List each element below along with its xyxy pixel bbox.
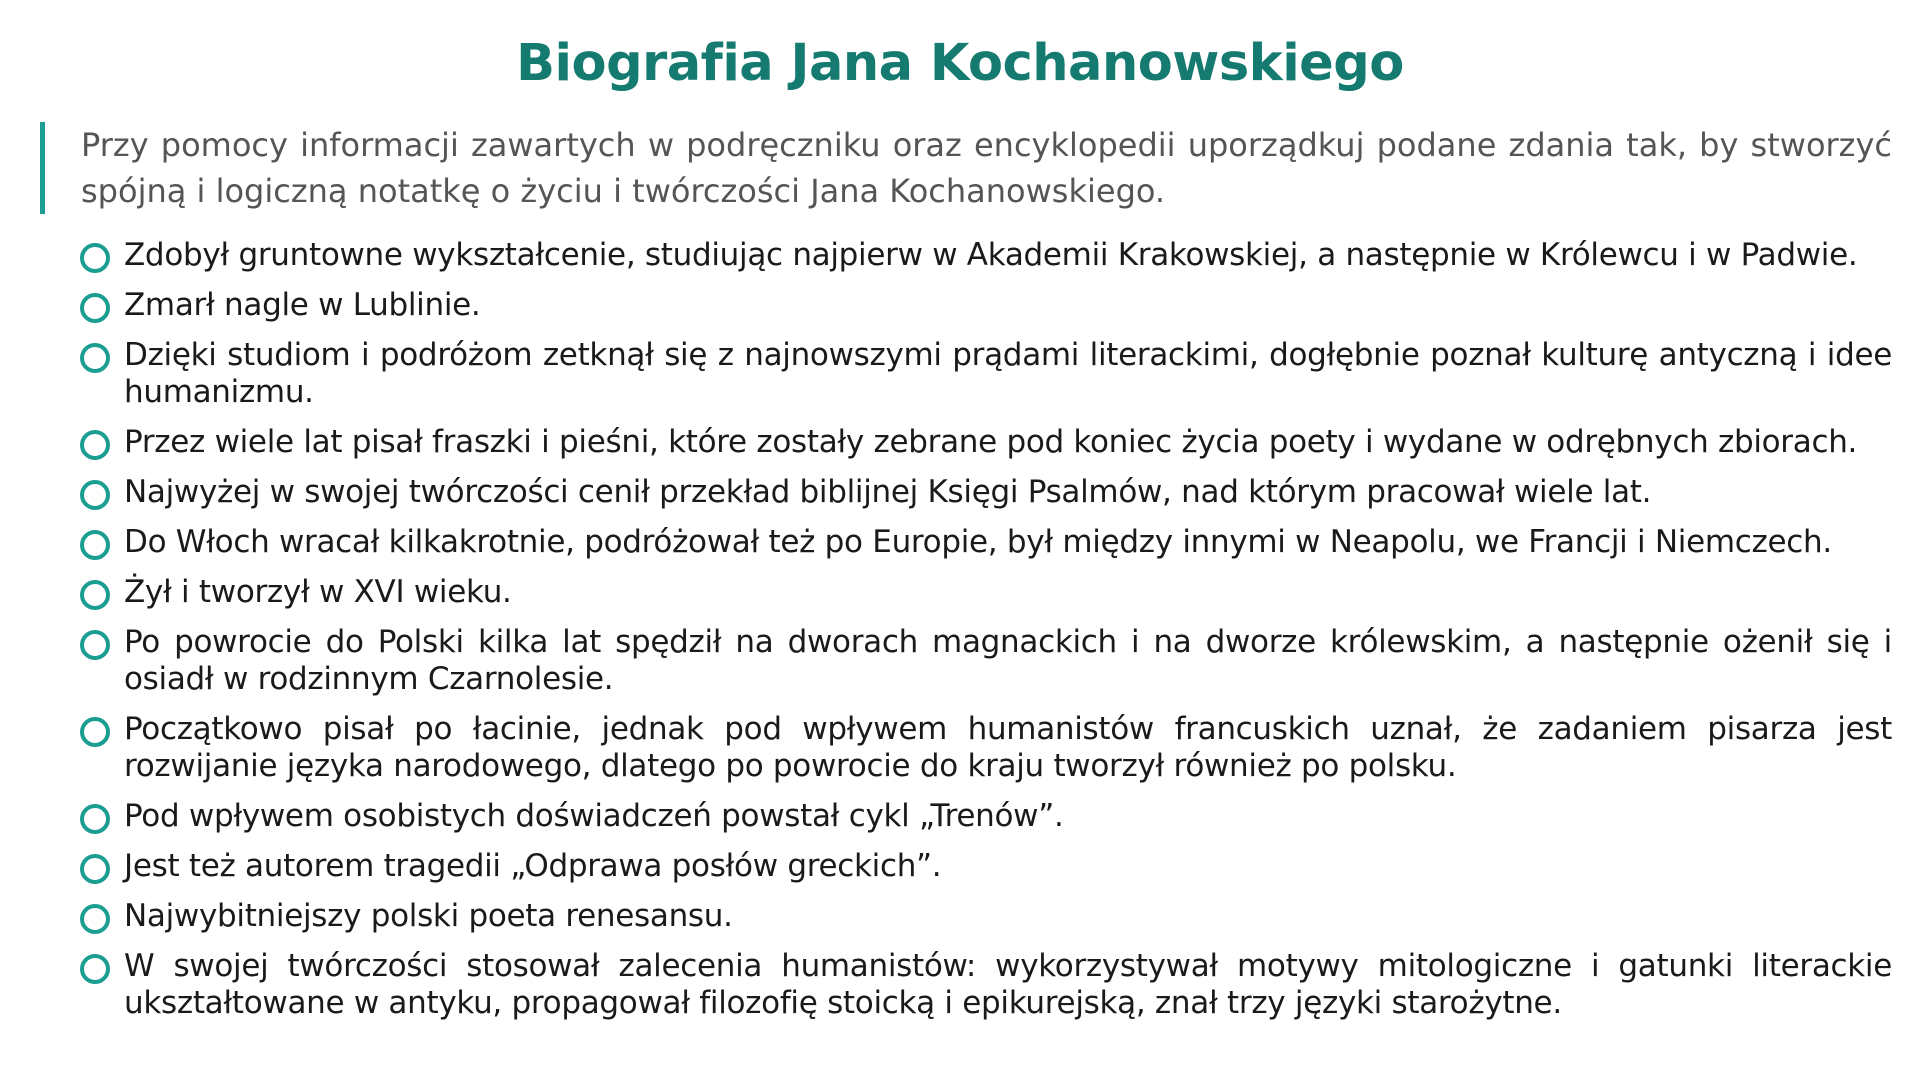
sentence-text: W swojej twórczości stosował zalecenia humanistów: wykorzystywał motywy mitologiczne i gatunki literackie ukształtowane w antyku, propagował filozofię stoicką i epikurejską, znał trzy języki starożytne. [124, 948, 1892, 1021]
list-item [80, 287, 1892, 324]
list-item [80, 424, 1892, 461]
instruction-text: Przy pomocy informacji zawartych w podręczniku oraz encyklopedii uporządkuj podane zdania tak, by stworzyć spójną i logiczną notatkę o życiu i twórczości Jana Kochanowskiego. [40, 122, 1892, 214]
sentence-text: Zmarł nagle w Lublinie. [124, 287, 481, 323]
radio-circle-icon[interactable] [80, 293, 110, 323]
list-item [80, 474, 1892, 511]
sentence-text: Jest też autorem tragedii „Odprawa posłów greckich”. [124, 848, 942, 884]
sentence-list [80, 237, 1892, 1035]
radio-circle-icon[interactable] [80, 530, 110, 560]
radio-circle-icon[interactable] [80, 804, 110, 834]
list-item [80, 711, 1892, 785]
list-item [80, 524, 1892, 561]
list-item [80, 337, 1892, 411]
sentence-text: Po powrocie do Polski kilka lat spędził na dworach magnackich i na dworze królewskim, a następnie ożenił się i osiadł w rodzinnym Czarnolesie. [124, 624, 1892, 697]
radio-circle-icon[interactable] [80, 243, 110, 273]
list-item [80, 624, 1892, 698]
sentence-text: Pod wpływem osobistych doświadczeń powstał cykl „Trenów”. [124, 798, 1064, 834]
radio-circle-icon[interactable] [80, 854, 110, 884]
radio-circle-icon[interactable] [80, 717, 110, 747]
sentence-text: Zdobył gruntowne wykształcenie, studiując najpierw w Akademii Krakowskiej, a następnie w Królewcu i w Padwie. [124, 237, 1858, 273]
sentence-text: Dzięki studiom i podróżom zetknął się z najnowszymi prądami literackimi, dogłębnie poznał kulturę antyczną i idee humanizmu. [124, 337, 1892, 410]
radio-circle-icon[interactable] [80, 480, 110, 510]
list-item [80, 948, 1892, 1022]
radio-circle-icon[interactable] [80, 954, 110, 984]
sentence-text: Żył i tworzył w XVI wieku. [124, 574, 512, 610]
sentence-text: Przez wiele lat pisał fraszki i pieśni, które zostały zebrane pod koniec życia poety i wydane w odrębnych zbiorach. [124, 424, 1858, 460]
radio-circle-icon[interactable] [80, 343, 110, 373]
list-item [80, 798, 1892, 835]
list-item [80, 574, 1892, 611]
radio-circle-icon[interactable] [80, 580, 110, 610]
sentence-text: Najwyżej w swojej twórczości cenił przekład biblijnej Księgi Psalmów, nad którym pracował wiele lat. [124, 474, 1652, 510]
sentence-text: Do Włoch wracał kilkakrotnie, podróżował też po Europie, był między innymi w Neapolu, we Francji i Niemczech. [124, 524, 1832, 560]
list-item [80, 898, 1892, 935]
sentence-text: Najwybitniejszy polski poeta renesansu. [124, 898, 733, 934]
radio-circle-icon[interactable] [80, 430, 110, 460]
sentence-text: Początkowo pisał po łacinie, jednak pod wpływem humanistów francuskich uznał, że zadaniem pisarza jest rozwijanie języka narodowego, dlatego po powrocie do kraju tworzył również po polsku. [124, 711, 1892, 784]
page-title: Biografia Jana Kochanowskiego [516, 34, 1404, 93]
list-item [80, 237, 1892, 274]
radio-circle-icon[interactable] [80, 904, 110, 934]
radio-circle-icon[interactable] [80, 630, 110, 660]
list-item [80, 848, 1892, 885]
